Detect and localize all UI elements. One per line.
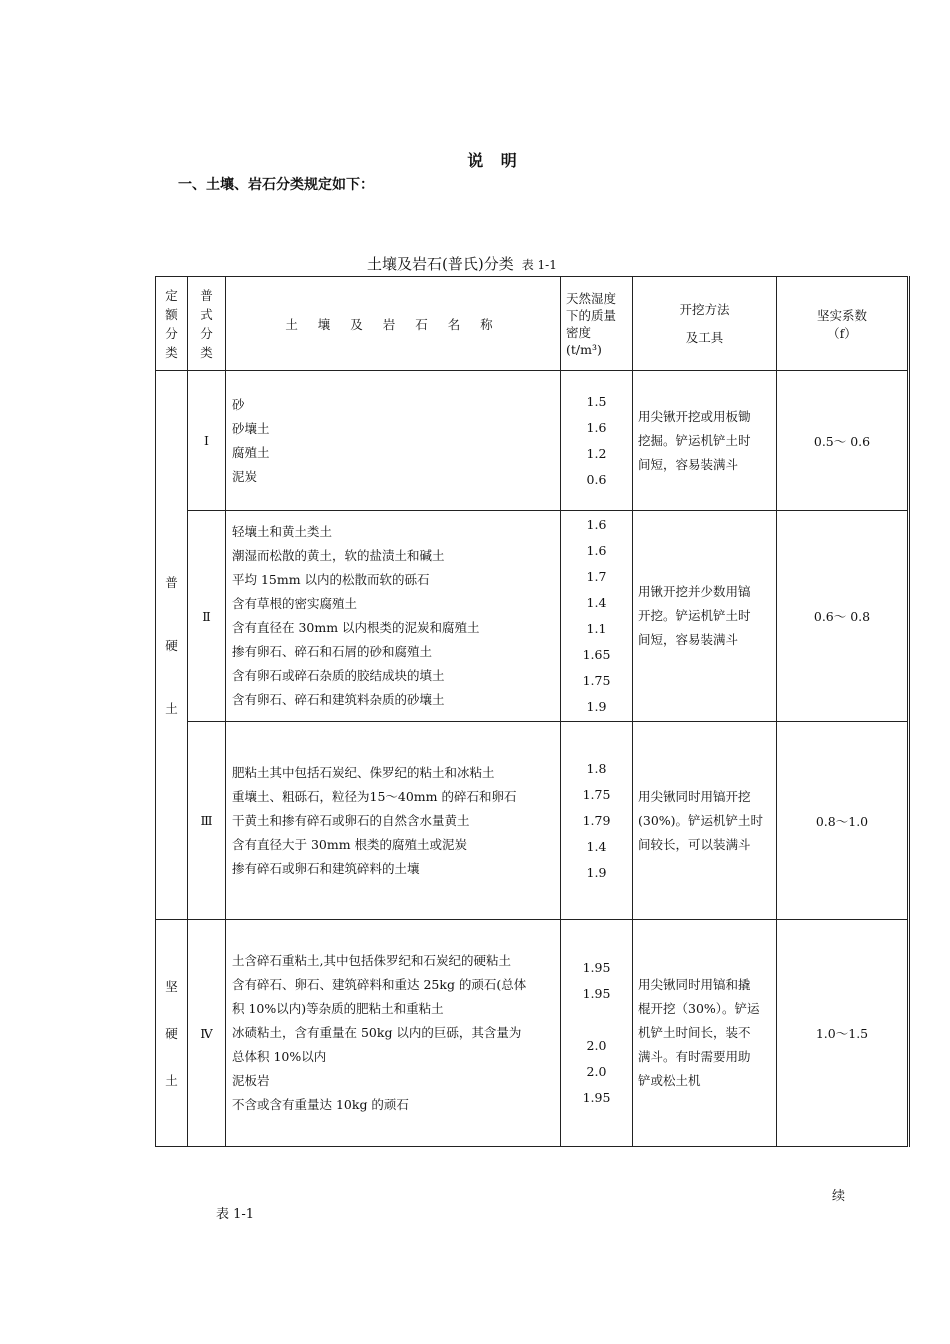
- coef-cell: 0.5～ 0.6: [777, 371, 909, 511]
- method-cell: 用尖锹开挖或用板锄 挖掘。铲运机铲土时 间短，容易装满斗: [633, 371, 777, 511]
- header-category: 定 额 分 类: [156, 277, 188, 371]
- table-ref: 表 1-1: [521, 258, 557, 272]
- method-cell: 用尖锹同时用镐和撬 棍开挖（30%）。铲运 机铲土时间长，装不 满斗。有时需要用助 铲或松土机: [633, 920, 777, 1147]
- continued-table-ref: 表 1-1: [216, 1207, 255, 1222]
- table-row: [156, 722, 909, 920]
- page-heading: 说 明: [467, 151, 523, 170]
- coef-cell: 0.8～1.0: [777, 722, 909, 920]
- coef-cell: 0.6～ 0.8: [777, 511, 909, 722]
- names-cell: 轻壤土和黄土类土 潮湿而松散的黄土，软的盐渍土和碱土 平均 15mm 以内的松散而软的砾石 含有草根的密实腐殖土 含有直径在 30mm 以内根类的泥炭和腐殖土 掺有卵石、碎石和石屑的砂和腐殖土 含有卵石或碎石杂质的胶结成块的填土 含有卵石、碎石和建筑料杂质的砂壤土: [226, 511, 561, 722]
- density-cell: 1.8 1.75 1.79 1.4 1.9: [561, 722, 633, 920]
- names-cell: 肥粘土其中包括石炭纪、侏罗纪的粘土和冰粘土 重壤土、粗砾石，粒径为15～40mm 的碎石和卵石 干黄土和掺有碎石或卵石的自然含水量黄土 含有直径大于 30mm 根类的腐殖土或泥炭 掺有碎石或卵石和建筑碎料的土壤: [226, 722, 561, 920]
- density-cell: 1.95 1.95 2.0 2.0 1.95: [561, 920, 633, 1147]
- density-cell: 1.5 1.6 1.2 0.6: [561, 371, 633, 511]
- coef-cell: 1.0～1.5: [777, 920, 909, 1147]
- category-cell: 坚 硬 土: [156, 920, 188, 1147]
- class-cell: Ⅲ: [188, 722, 226, 920]
- table-row: [156, 511, 909, 722]
- class-cell: Ⅰ: [188, 371, 226, 511]
- table-row: [156, 920, 909, 1147]
- header-method: 开挖方法 及工具: [633, 277, 777, 371]
- class-cell: Ⅱ: [188, 511, 226, 722]
- table-row: [156, 371, 909, 511]
- continued-label: 续: [832, 1189, 846, 1204]
- names-cell: 土含碎石重粘土,其中包括侏罗纪和石炭纪的硬粘土 含有碎石、卵石、建筑碎料和重达 25kg 的顽石(总体 积 10%以内)等杂质的肥粘土和重粘土 冰碛粘土，含有重量在 50kg 以内的巨砾，其含量为 总体积 10%以内 泥板岩 不含或含有重量达 10kg 的顽石: [226, 920, 561, 1147]
- category-cell: 普 硬 土: [156, 371, 188, 920]
- header-proto-class: 普 式 分 类: [188, 277, 226, 371]
- method-cell: 用尖锹同时用镐开挖 (30%)。铲运机铲土时 间较长，可以装满斗: [633, 722, 777, 920]
- class-cell: Ⅳ: [188, 920, 226, 1147]
- names-cell: 砂 砂壤土 腐殖土 泥炭: [226, 371, 561, 511]
- method-cell: 用锹开挖并少数用镐 开挖。铲运机铲土时 间短，容易装满斗: [633, 511, 777, 722]
- header-coef: 坚实系数 （f）: [777, 277, 909, 371]
- section-title: 一、土壤、岩石分类规定如下：: [178, 177, 374, 193]
- table-header-row: [156, 277, 909, 371]
- density-cell: 1.6 1.6 1.7 1.4 1.1 1.65 1.75 1.9: [561, 511, 633, 722]
- header-names: 土 壤 及 岩 石 名 称: [226, 277, 561, 371]
- table-caption: [367, 253, 557, 274]
- table-caption-text: 土壤及岩石(普氏)分类: [367, 255, 514, 273]
- header-density: 天然湿度 下的质量 密度 (t/m³): [561, 277, 633, 371]
- soil-classification-table: [155, 276, 910, 1147]
